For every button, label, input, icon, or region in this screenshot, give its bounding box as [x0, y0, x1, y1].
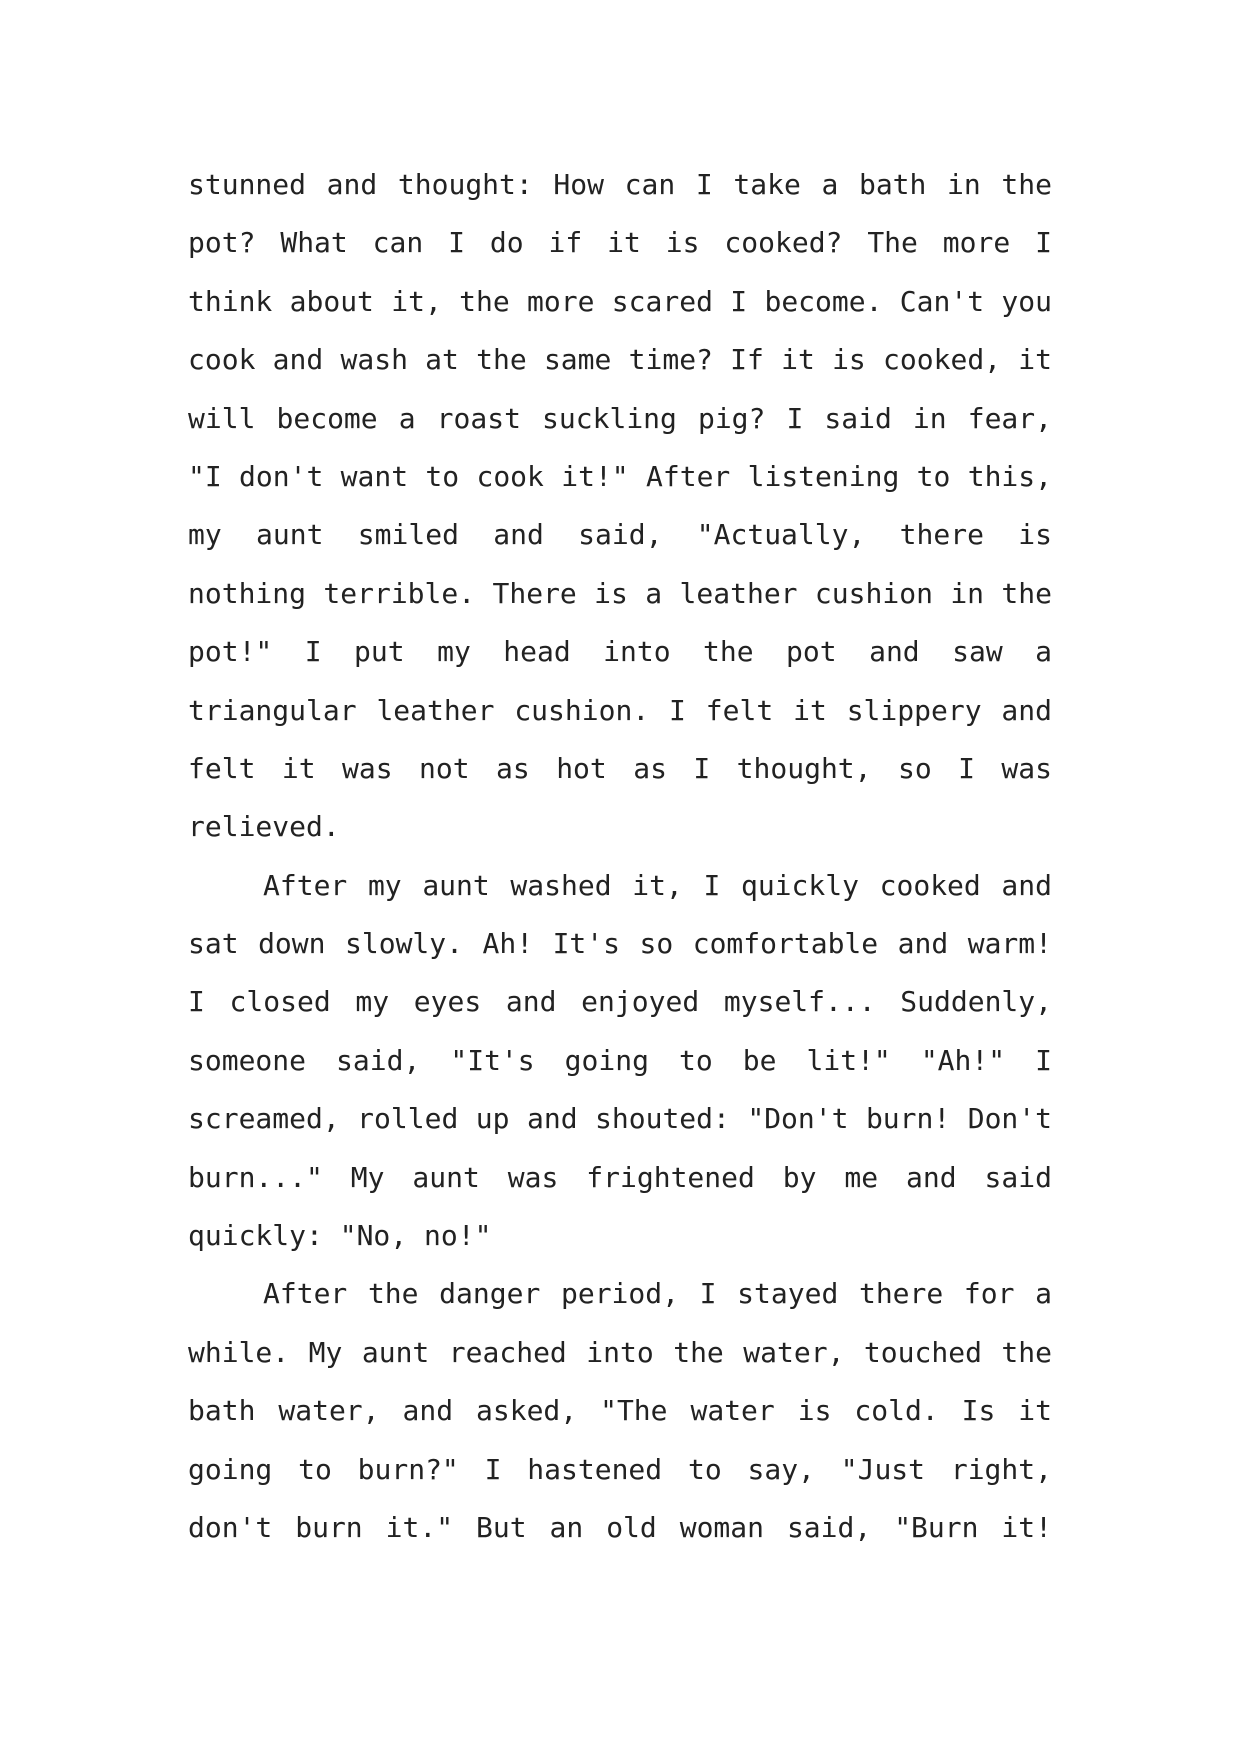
text-line: "I don't want to cook it!" After listening to this,	[188, 459, 1052, 493]
paragraph-start-line: After my aunt washed it, I quickly cooked and	[263, 868, 1052, 902]
paragraph-start-line: After the danger period, I stayed there for a	[263, 1277, 1052, 1311]
text-line: going to burn?" I hastened to say, "Just right,	[188, 1452, 1052, 1486]
text-line: stunned and thought: How can I take a bath in the	[188, 168, 1052, 201]
text-line: cook and wash at the same time? If it is cooked, it	[188, 343, 1052, 377]
text-line: nothing terrible. There is a leather cushion in the	[188, 576, 1052, 610]
text-line: pot!" I put my head into the pot and saw a	[188, 635, 1052, 669]
paragraph-end-line: quickly: "No, no!"	[188, 1219, 492, 1253]
text-line: triangular leather cushion. I felt it slippery and	[188, 693, 1052, 727]
text-line: someone said, "It's going to be lit!" "Ah!" I	[188, 1043, 1052, 1077]
text-line: screamed, rolled up and shouted: "Don't burn! Don't	[188, 1102, 1052, 1136]
text-line: pot? What can I do if it is cooked? The more I	[188, 226, 1052, 260]
text-line: sat down slowly. Ah! It's so comfortable and warm!	[188, 927, 1052, 961]
text-line: my aunt smiled and said, "Actually, there is	[188, 518, 1052, 552]
paragraph-end-line: relieved.	[188, 810, 340, 844]
text-line: think about it, the more scared I become. Can't you	[188, 284, 1052, 318]
text-line: don't burn it." But an old woman said, "Burn it!	[188, 1510, 1052, 1544]
text-line: bath water, and asked, "The water is cold. Is it	[188, 1394, 1052, 1428]
text-line: will become a roast suckling pig? I said in fear,	[188, 401, 1052, 435]
text-line: while. My aunt reached into the water, touched the	[188, 1335, 1052, 1369]
text-line: burn..." My aunt was frightened by me and said	[188, 1160, 1052, 1194]
body-text	[188, 156, 1052, 1557]
text-line: I closed my eyes and enjoyed myself... Suddenly,	[188, 985, 1052, 1019]
text-line: felt it was not as hot as I thought, so I was	[188, 751, 1052, 785]
